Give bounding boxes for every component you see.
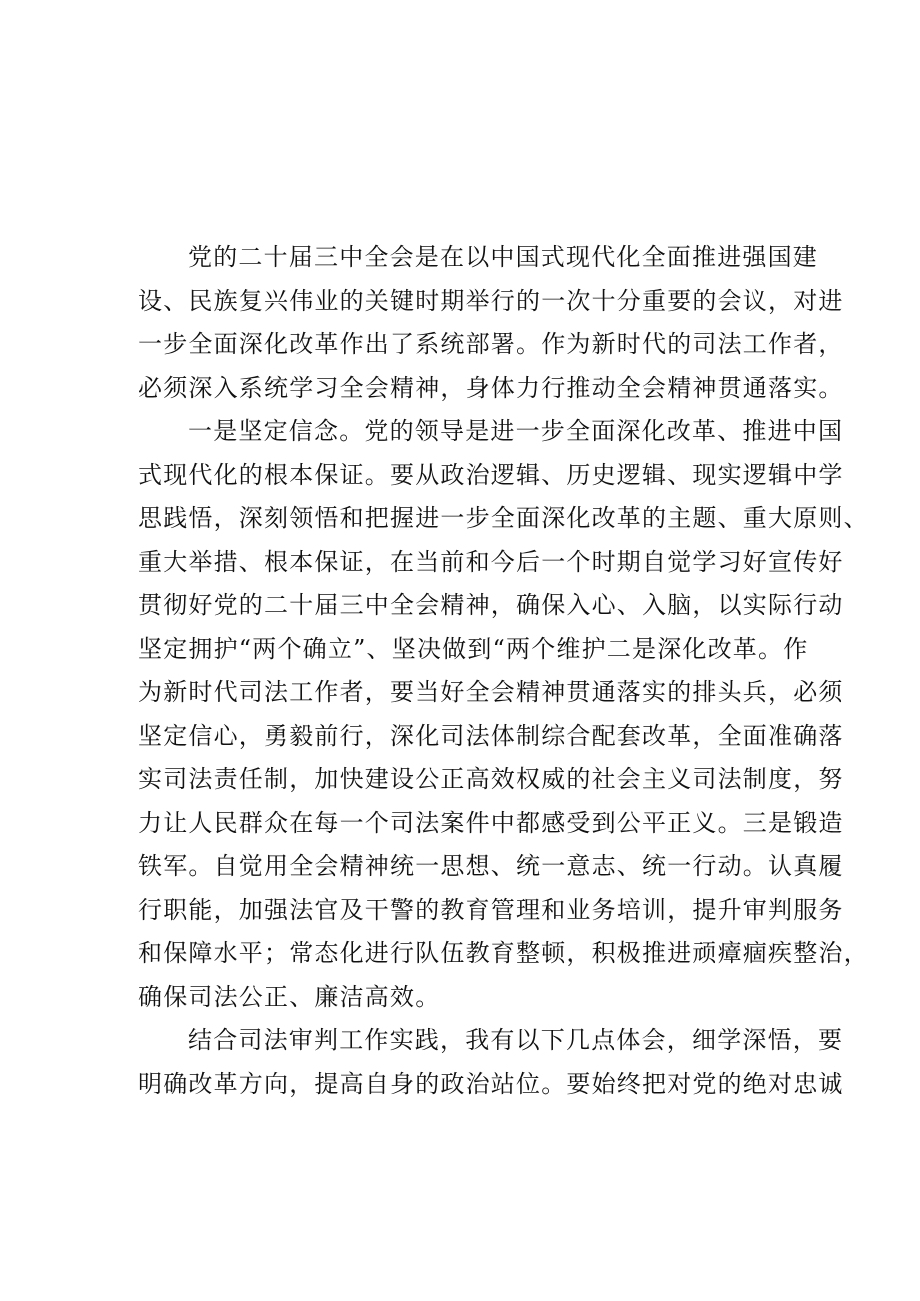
paragraph-2-line-9: 实司法责任制，加快建设公正高效权威的社会主义司法制度，努 (138, 765, 844, 793)
paragraph-2-line-5: 贯彻好党的二十届三中全会精神，确保入心、入脑，以实际行动 (138, 591, 844, 619)
paragraph-2-line-11: 铁军。自觉用全会精神统一思想、统一意志、统一行动。认真履 (138, 852, 844, 880)
paragraph-2-line-3: 思践悟，深刻领悟和把握进一步全面深化改革的主题、重大原则、 (138, 504, 869, 532)
paragraph-3-line-2: 明确改革方向，提高自身的政治站位。要始终把对党的绝对忠诚 (138, 1069, 844, 1098)
paragraph-2-line-7: 为新时代司法工作者，要当好全会精神贯通落实的排头兵，必须 (138, 678, 844, 706)
paragraph-1-line-2: 设、民族复兴伟业的关键时期举行的一次十分重要的会议，对进 (138, 286, 844, 315)
paragraph-1-line-4: 必须深入系统学习全会精神，身体力行推动全会精神贯通落实。 (138, 373, 844, 402)
paragraph-2-line-13: 和保障水平；常态化进行队伍教育整顿，积极推进顽瘴痼疾整治， (138, 939, 869, 967)
paragraph-2-line-12: 行职能，加强法官及干警的教育管理和业务培训，提升审判服务 (138, 895, 844, 924)
paragraph-3-line-1: 结合司法审判工作实践，我有以下几点体会，细学深悟，要 (188, 1026, 844, 1054)
paragraph-2-line-6: 坚定拥护“两个确立”、坚决做到“两个维护二是深化改革。作 (138, 634, 809, 663)
paragraph-2-line-2: 式现代化的根本保证。要从政治逻辑、历史逻辑、现实逻辑中学 (138, 460, 844, 489)
paragraph-1-line-3: 一步全面深化改革作出了系统部署。作为新时代的司法工作者， (138, 330, 844, 358)
paragraph-2-line-1: 一是坚定信念。党的领导是进一步全面深化改革、推进中国 (188, 417, 844, 445)
paragraph-2-line-14: 确保司法公正、廉洁高效。 (138, 982, 441, 1011)
document-body (138, 236, 869, 1106)
paragraph-2-line-10: 力让人民群众在每一个司法案件中都感受到公平正义。三是锻造 (138, 808, 844, 837)
paragraph-2-line-8: 坚定信心，勇毅前行，深化司法体制综合配套改革，全面准确落 (138, 721, 844, 750)
paragraph-2-line-4: 重大举措、根本保证，在当前和今后一个时期自觉学习好宣传好 (138, 547, 844, 576)
paragraph-1-line-1: 党的二十届三中全会是在以中国式现代化全面推进强国建 (188, 243, 818, 271)
